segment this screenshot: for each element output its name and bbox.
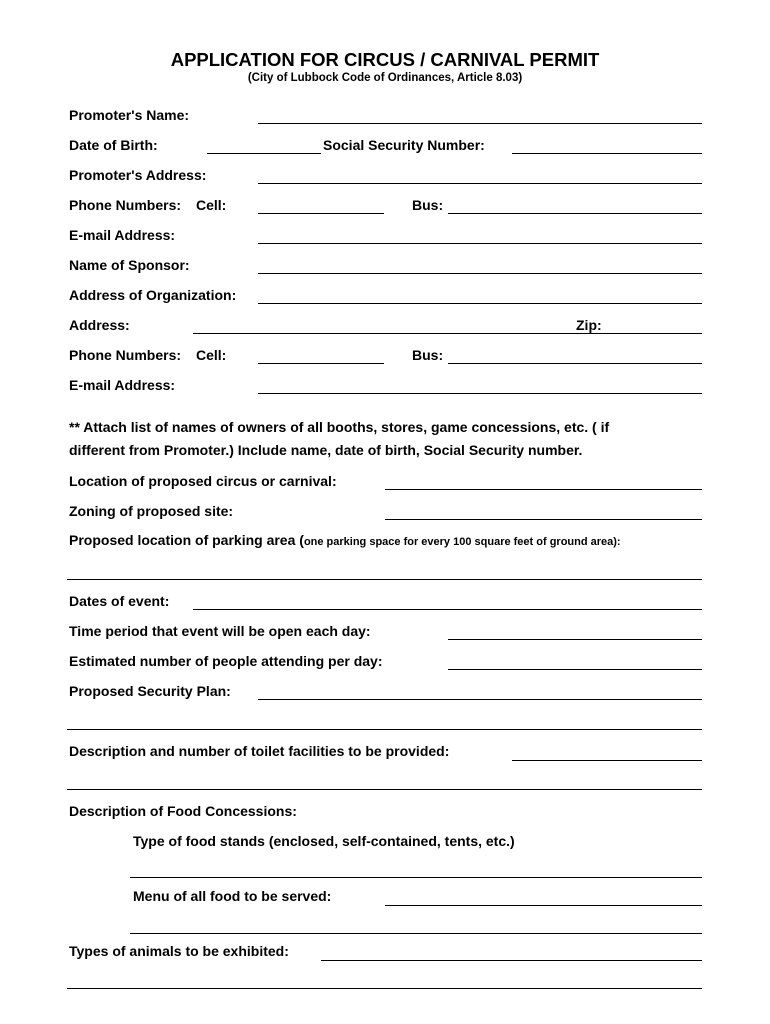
security-plan-input-2[interactable] [67, 709, 702, 729]
sponsor-cell-label: Cell: [196, 347, 227, 363]
sponsor-email-input[interactable] [258, 373, 702, 393]
parking-label-group [69, 532, 621, 550]
parking-line [67, 579, 702, 580]
promoter-bus-label: Bus: [412, 197, 444, 213]
dob-input[interactable] [207, 133, 321, 153]
ssn-label: Social Security Number: [323, 137, 485, 153]
promoter-email-line [258, 243, 702, 244]
sponsor-email-label: E-mail Address: [69, 377, 176, 393]
promoter-cell-label: Cell: [196, 197, 227, 213]
security-plan-label: Proposed Security Plan: [69, 683, 231, 699]
sponsor-address-line [193, 333, 702, 334]
location-label: Location of proposed circus or carnival: [69, 473, 337, 489]
attendance-line [448, 669, 702, 670]
toilet-facilities-line [512, 760, 702, 761]
time-period-label: Time period that event will be open each day: [69, 623, 371, 639]
sponsor-address-label: Address: [69, 317, 130, 333]
animals-line-2 [67, 988, 702, 989]
toilet-facilities-label: Description and number of toilet facilities to be provided: [69, 743, 450, 759]
sponsor-address-input[interactable] [193, 313, 573, 333]
promoter-email-input[interactable] [258, 223, 702, 243]
promoter-bus-input[interactable] [448, 193, 702, 213]
location-input[interactable] [385, 469, 702, 489]
promoter-address-input[interactable] [258, 163, 702, 183]
sponsor-name-label: Name of Sponsor: [69, 257, 190, 273]
sponsor-bus-label: Bus: [412, 347, 444, 363]
promoter-cell-input[interactable] [258, 193, 384, 213]
sponsor-email-line [258, 393, 702, 394]
form-title: APPLICATION FOR CIRCUS / CARNIVAL PERMIT [170, 49, 600, 70]
promoter-cell-line [258, 213, 384, 214]
promoter-name-line [258, 123, 702, 124]
toilet-facilities-input[interactable] [512, 740, 702, 760]
zoning-label: Zoning of proposed site: [69, 503, 234, 519]
sponsor-name-line [258, 273, 702, 274]
zip-label: Zip: [576, 317, 602, 333]
food-stands-label: Type of food stands (enclosed, self-contained, tents, etc.) [133, 833, 515, 849]
food-stands-input[interactable] [130, 857, 702, 877]
zoning-line [385, 519, 702, 520]
sponsor-bus-input[interactable] [448, 343, 702, 363]
security-plan-line-2 [67, 729, 702, 730]
time-period-input[interactable] [448, 619, 702, 639]
sponsor-cell-line [258, 363, 384, 364]
parking-input[interactable] [67, 559, 702, 579]
animals-label: Types of animals to be exhibited: [69, 943, 289, 959]
menu-label: Menu of all food to be served: [133, 888, 332, 904]
promoter-bus-line [448, 213, 702, 214]
promoter-name-input[interactable] [258, 103, 702, 123]
security-plan-line [258, 699, 702, 700]
toilet-facilities-line-2 [67, 789, 702, 790]
menu-line-2 [130, 933, 702, 934]
food-concessions-label: Description of Food Concessions: [69, 803, 297, 819]
menu-input-2[interactable] [130, 913, 702, 933]
promoter-email-label: E-mail Address: [69, 227, 176, 243]
dates-input[interactable] [193, 589, 702, 609]
form-subtitle: (City of Lubbock Code of Ordinances, Article 8.03) [247, 72, 523, 84]
sponsor-bus-line [448, 363, 702, 364]
animals-input[interactable] [321, 940, 702, 960]
animals-line [321, 960, 702, 961]
promoter-address-line [258, 183, 702, 184]
zip-input[interactable] [610, 313, 702, 333]
zoning-input[interactable] [385, 499, 702, 519]
org-address-label: Address of Organization: [69, 287, 237, 303]
menu-input[interactable] [385, 885, 702, 905]
time-period-line [448, 639, 702, 640]
dob-line [207, 153, 321, 154]
dob-label: Date of Birth: [69, 137, 158, 153]
parking-note: one parking space for every 100 square feet of ground area): [303, 536, 621, 548]
dates-label: Dates of event: [69, 593, 170, 609]
promoter-name-label: Promoter's Name: [69, 107, 190, 123]
ssn-line [512, 153, 702, 154]
org-address-line [258, 303, 702, 304]
sponsor-cell-input[interactable] [258, 343, 384, 363]
promoter-address-label: Promoter's Address: [69, 167, 207, 183]
attendance-label: Estimated number of people attending per day: [69, 653, 383, 669]
animals-input-2[interactable] [67, 968, 702, 988]
parking-label: Proposed location of parking area ( [69, 532, 304, 548]
org-address-input[interactable] [258, 283, 702, 303]
promoter-phone-label: Phone Numbers: [69, 197, 182, 213]
security-plan-input[interactable] [258, 679, 702, 699]
toilet-facilities-input-2[interactable] [67, 769, 702, 789]
menu-line [385, 905, 702, 906]
attach-note-line2: different from Promoter.) Include name, date of birth, Social Security number. [69, 442, 583, 458]
ssn-input[interactable] [512, 133, 702, 153]
attendance-input[interactable] [448, 649, 702, 669]
attach-note-line1: ** Attach list of names of owners of all booths, stores, game concessions, etc. ( if [69, 419, 610, 435]
location-line [385, 489, 702, 490]
dates-line [193, 609, 702, 610]
sponsor-name-input[interactable] [258, 253, 702, 273]
sponsor-phone-label: Phone Numbers: [69, 347, 182, 363]
food-stands-line [130, 877, 702, 878]
